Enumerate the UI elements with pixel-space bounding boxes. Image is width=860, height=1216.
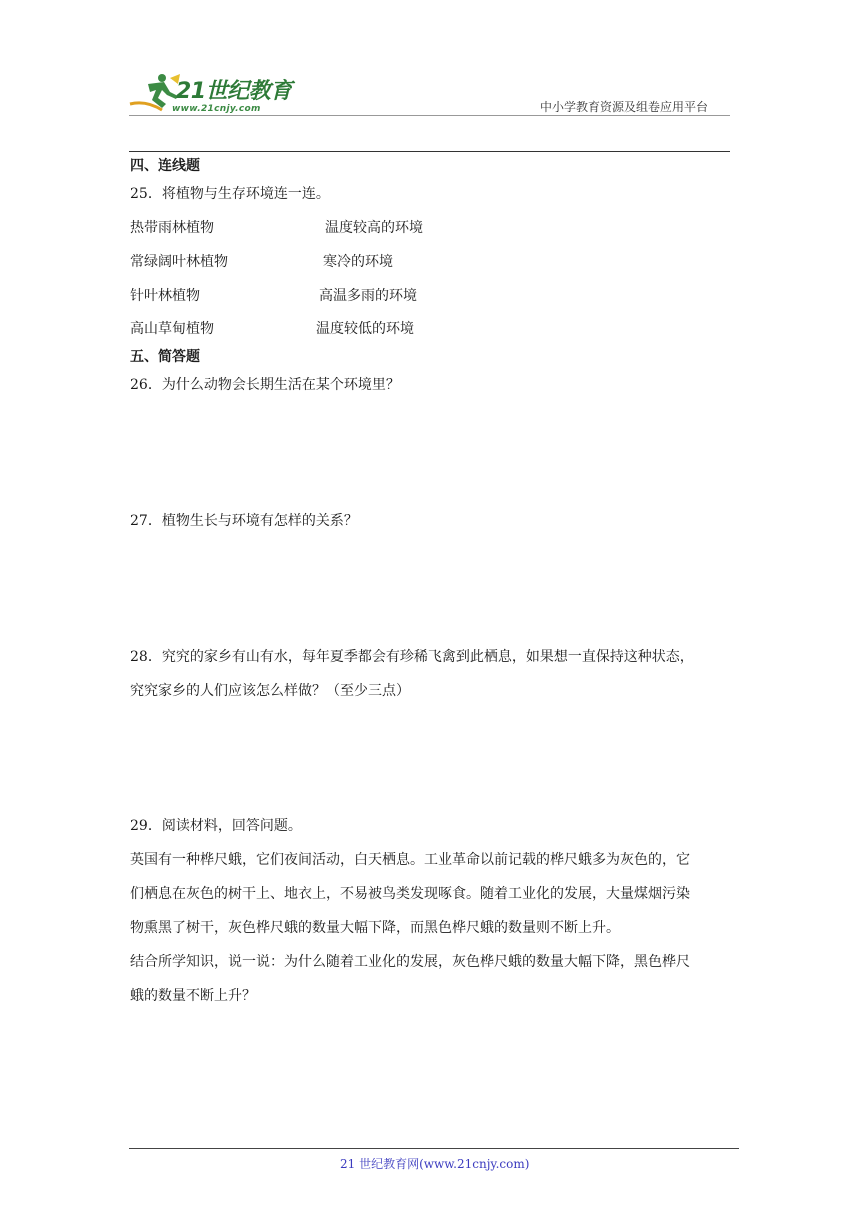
- footer-link[interactable]: 21 世纪教育网(www.21cnjy.com): [340, 1157, 530, 1171]
- logo-title: 21世纪教育: [176, 79, 292, 104]
- material-line: 结合所学知识，说一说：为什么随着工业化的发展，灰色桦尺蛾的数量大幅下降，黑色桦尺: [130, 954, 690, 970]
- material-line: 们栖息在灰色的树干上、地衣上，不易被鸟类发现啄食。随着工业化的发展，大量煤烟污染: [130, 886, 690, 902]
- question-28-line1: 28．究究的家乡有山有水，每年夏季都会有珍稀飞禽到此栖息，如果想一直保持这种状态，: [130, 649, 694, 665]
- question-26: 26．为什么动物会长期生活在某个环境里？: [130, 377, 400, 393]
- match-right-item: 温度较低的环境: [316, 321, 414, 337]
- match-right-item: 寒冷的环境: [323, 254, 393, 270]
- footer-divider: [129, 1148, 739, 1149]
- material-line: 英国有一种桦尺蛾，它们夜间活动，白天栖息。工业革命以前记载的桦尺蛾多为灰色的，它: [130, 852, 690, 868]
- match-left-item: 常绿阔叶林植物: [130, 254, 228, 270]
- section4-title: 四、连线题: [130, 158, 200, 174]
- match-right-item: 高温多雨的环境: [319, 288, 417, 304]
- material-line: 蛾的数量不断上升？: [130, 988, 256, 1004]
- content-divider: [129, 151, 730, 152]
- material-line: 物熏黑了树干，灰色桦尺蛾的数量大幅下降，而黑色桦尺蛾的数量则不断上升。: [130, 920, 620, 936]
- platform-label: 中小学教育资源及组卷应用平台: [540, 100, 709, 114]
- match-right-item: 温度较高的环境: [325, 220, 423, 236]
- match-left-item: 热带雨林植物: [130, 220, 214, 236]
- match-left-item: 高山草甸植物: [130, 321, 214, 337]
- header-divider: [129, 115, 730, 116]
- question-25: 25．将植物与生存环境连一连。: [130, 186, 330, 202]
- match-left-item: 针叶林植物: [130, 288, 200, 304]
- question-27: 27．植物生长与环境有怎样的关系？: [130, 513, 358, 529]
- question-29: 29．阅读材料，回答问题。: [130, 818, 302, 834]
- section5-title: 五、简答题: [130, 349, 200, 365]
- logo-url: www.21cnjy.com: [172, 104, 261, 114]
- question-28-line2: 究究家乡的人们应该怎么样做？（至少三点）: [130, 683, 410, 699]
